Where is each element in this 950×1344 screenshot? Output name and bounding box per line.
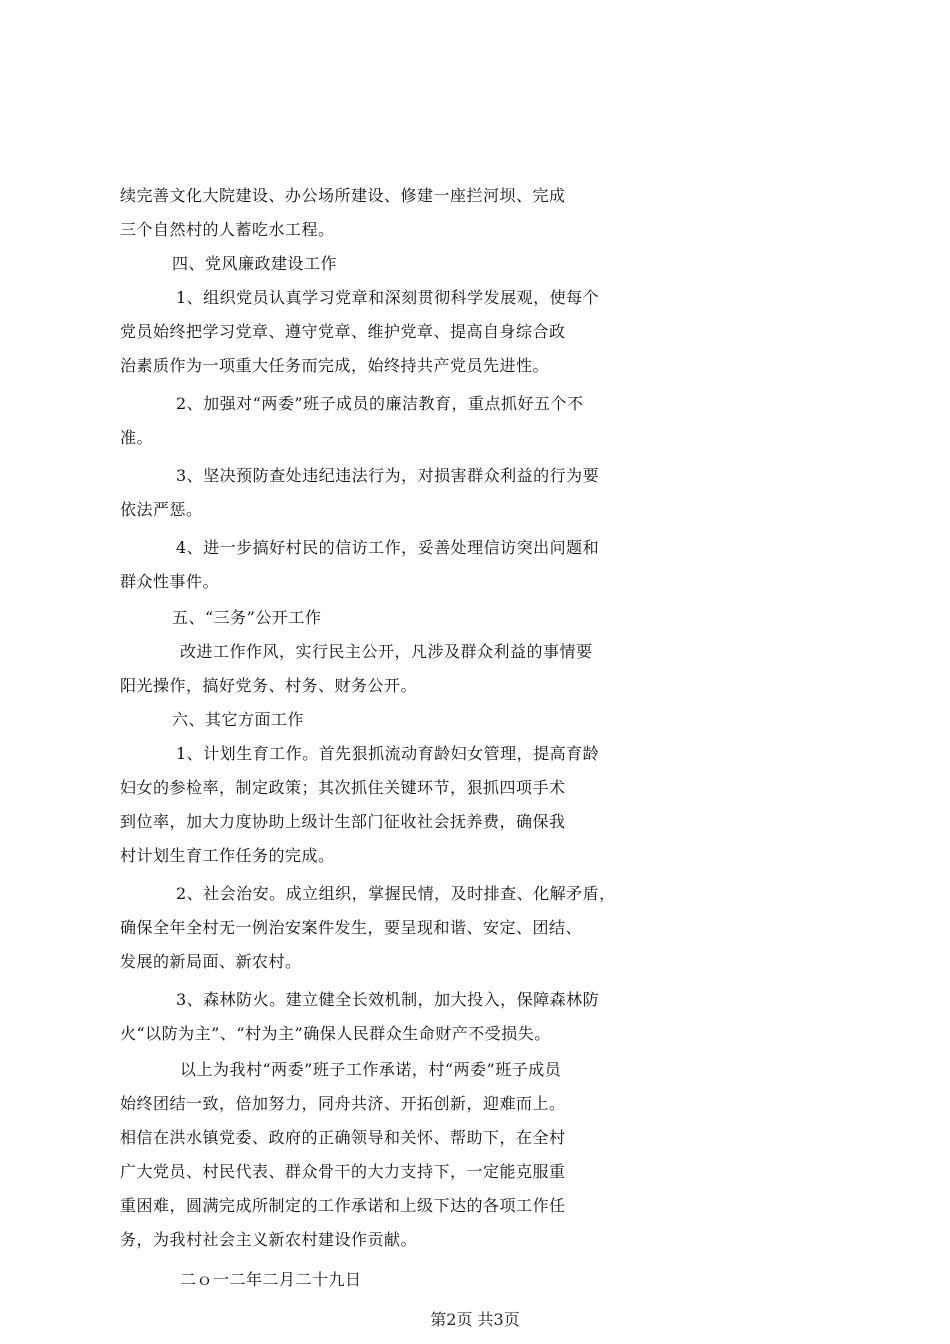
section-heading: 四、党风廉政建设工作 [172, 254, 338, 273]
text-line: 妇女的参检率，制定政策；其次抓住关键环节，狠抓四项手术 [120, 778, 566, 797]
text-line: 相信在洪水镇党委、政府的正确领导和关怀、帮助下，在全村 [120, 1128, 566, 1147]
text-line: 党员始终把学习党章、遵守党章、维护党章、提高自身综合政 [120, 322, 566, 341]
date-line: 二ｏ一二年二月二十九日 [180, 1270, 362, 1289]
text-line: 务，为我村社会主义新农村建设作贡献。 [120, 1230, 418, 1249]
section-heading: 六、其它方面工作 [172, 710, 305, 729]
text-line: 1、计划生育工作。首先狠抓流动育龄妇女管理，提高育龄 [176, 744, 600, 763]
page-number-footer: 第2页 共3页 [430, 1310, 520, 1329]
text-line: 准。 [120, 428, 154, 447]
text-line: 依法严惩。 [120, 500, 203, 519]
text-line: 3、坚决预防查处违纪违法行为，对损害群众利益的行为要 [176, 466, 600, 485]
text-line: 重困难，圆满完成所制定的工作承诺和上级下达的各项工作任 [120, 1196, 566, 1215]
section-heading: 五、“三务”公开工作 [172, 608, 322, 627]
text-line: 以上为我村“两委”班子工作承诺，村“两委”班子成员 [180, 1060, 562, 1079]
text-line: 续完善文化大院建设、办公场所建设、修建一座拦河坝、完成 [120, 186, 566, 205]
text-line: 阳光操作，搞好党务、村务、财务公开。 [120, 676, 418, 695]
text-line: 到位率，加大力度协助上级计生部门征收社会抚养费，确保我 [120, 812, 566, 831]
text-line: 发展的新局面、新农村。 [120, 952, 302, 971]
text-line: 广大党员、村民代表、群众骨干的大力支持下，一定能克服重 [120, 1162, 566, 1181]
text-line: 村计划生育工作任务的完成。 [120, 846, 335, 865]
text-line: 确保全年全村无一例治安案件发生，要呈现和谐、安定、团结、 [120, 918, 583, 937]
text-line: 2、加强对“两委”班子成员的廉洁教育，重点抓好五个不 [176, 394, 584, 413]
text-line: 治素质作为一项重大任务而完成，始终持共产党员先进性。 [120, 356, 550, 375]
text-line: 3、森林防火。建立健全长效机制，加大投入，保障森林防 [176, 990, 600, 1009]
text-line: 火“以防为主”、“村为主”确保人民群众生命财产不受损失。 [120, 1024, 551, 1043]
text-line: 改进工作作风，实行民主公开，凡涉及群众利益的事情要 [180, 642, 593, 661]
text-line: 4、进一步搞好村民的信访工作，妥善处理信访突出问题和 [176, 538, 600, 557]
text-line: 1、组织党员认真学习党章和深刻贯彻科学发展观，使每个 [176, 288, 600, 307]
text-line: 始终团结一致，倍加努力，同舟共济、开拓创新，迎难而上。 [120, 1094, 566, 1113]
text-line: 群众性事件。 [120, 572, 220, 591]
text-line: 三个自然村的人蓄吃水工程。 [120, 220, 335, 239]
text-line: 2、社会治安。成立组织，掌握民情，及时排查、化解矛盾， [176, 884, 616, 903]
